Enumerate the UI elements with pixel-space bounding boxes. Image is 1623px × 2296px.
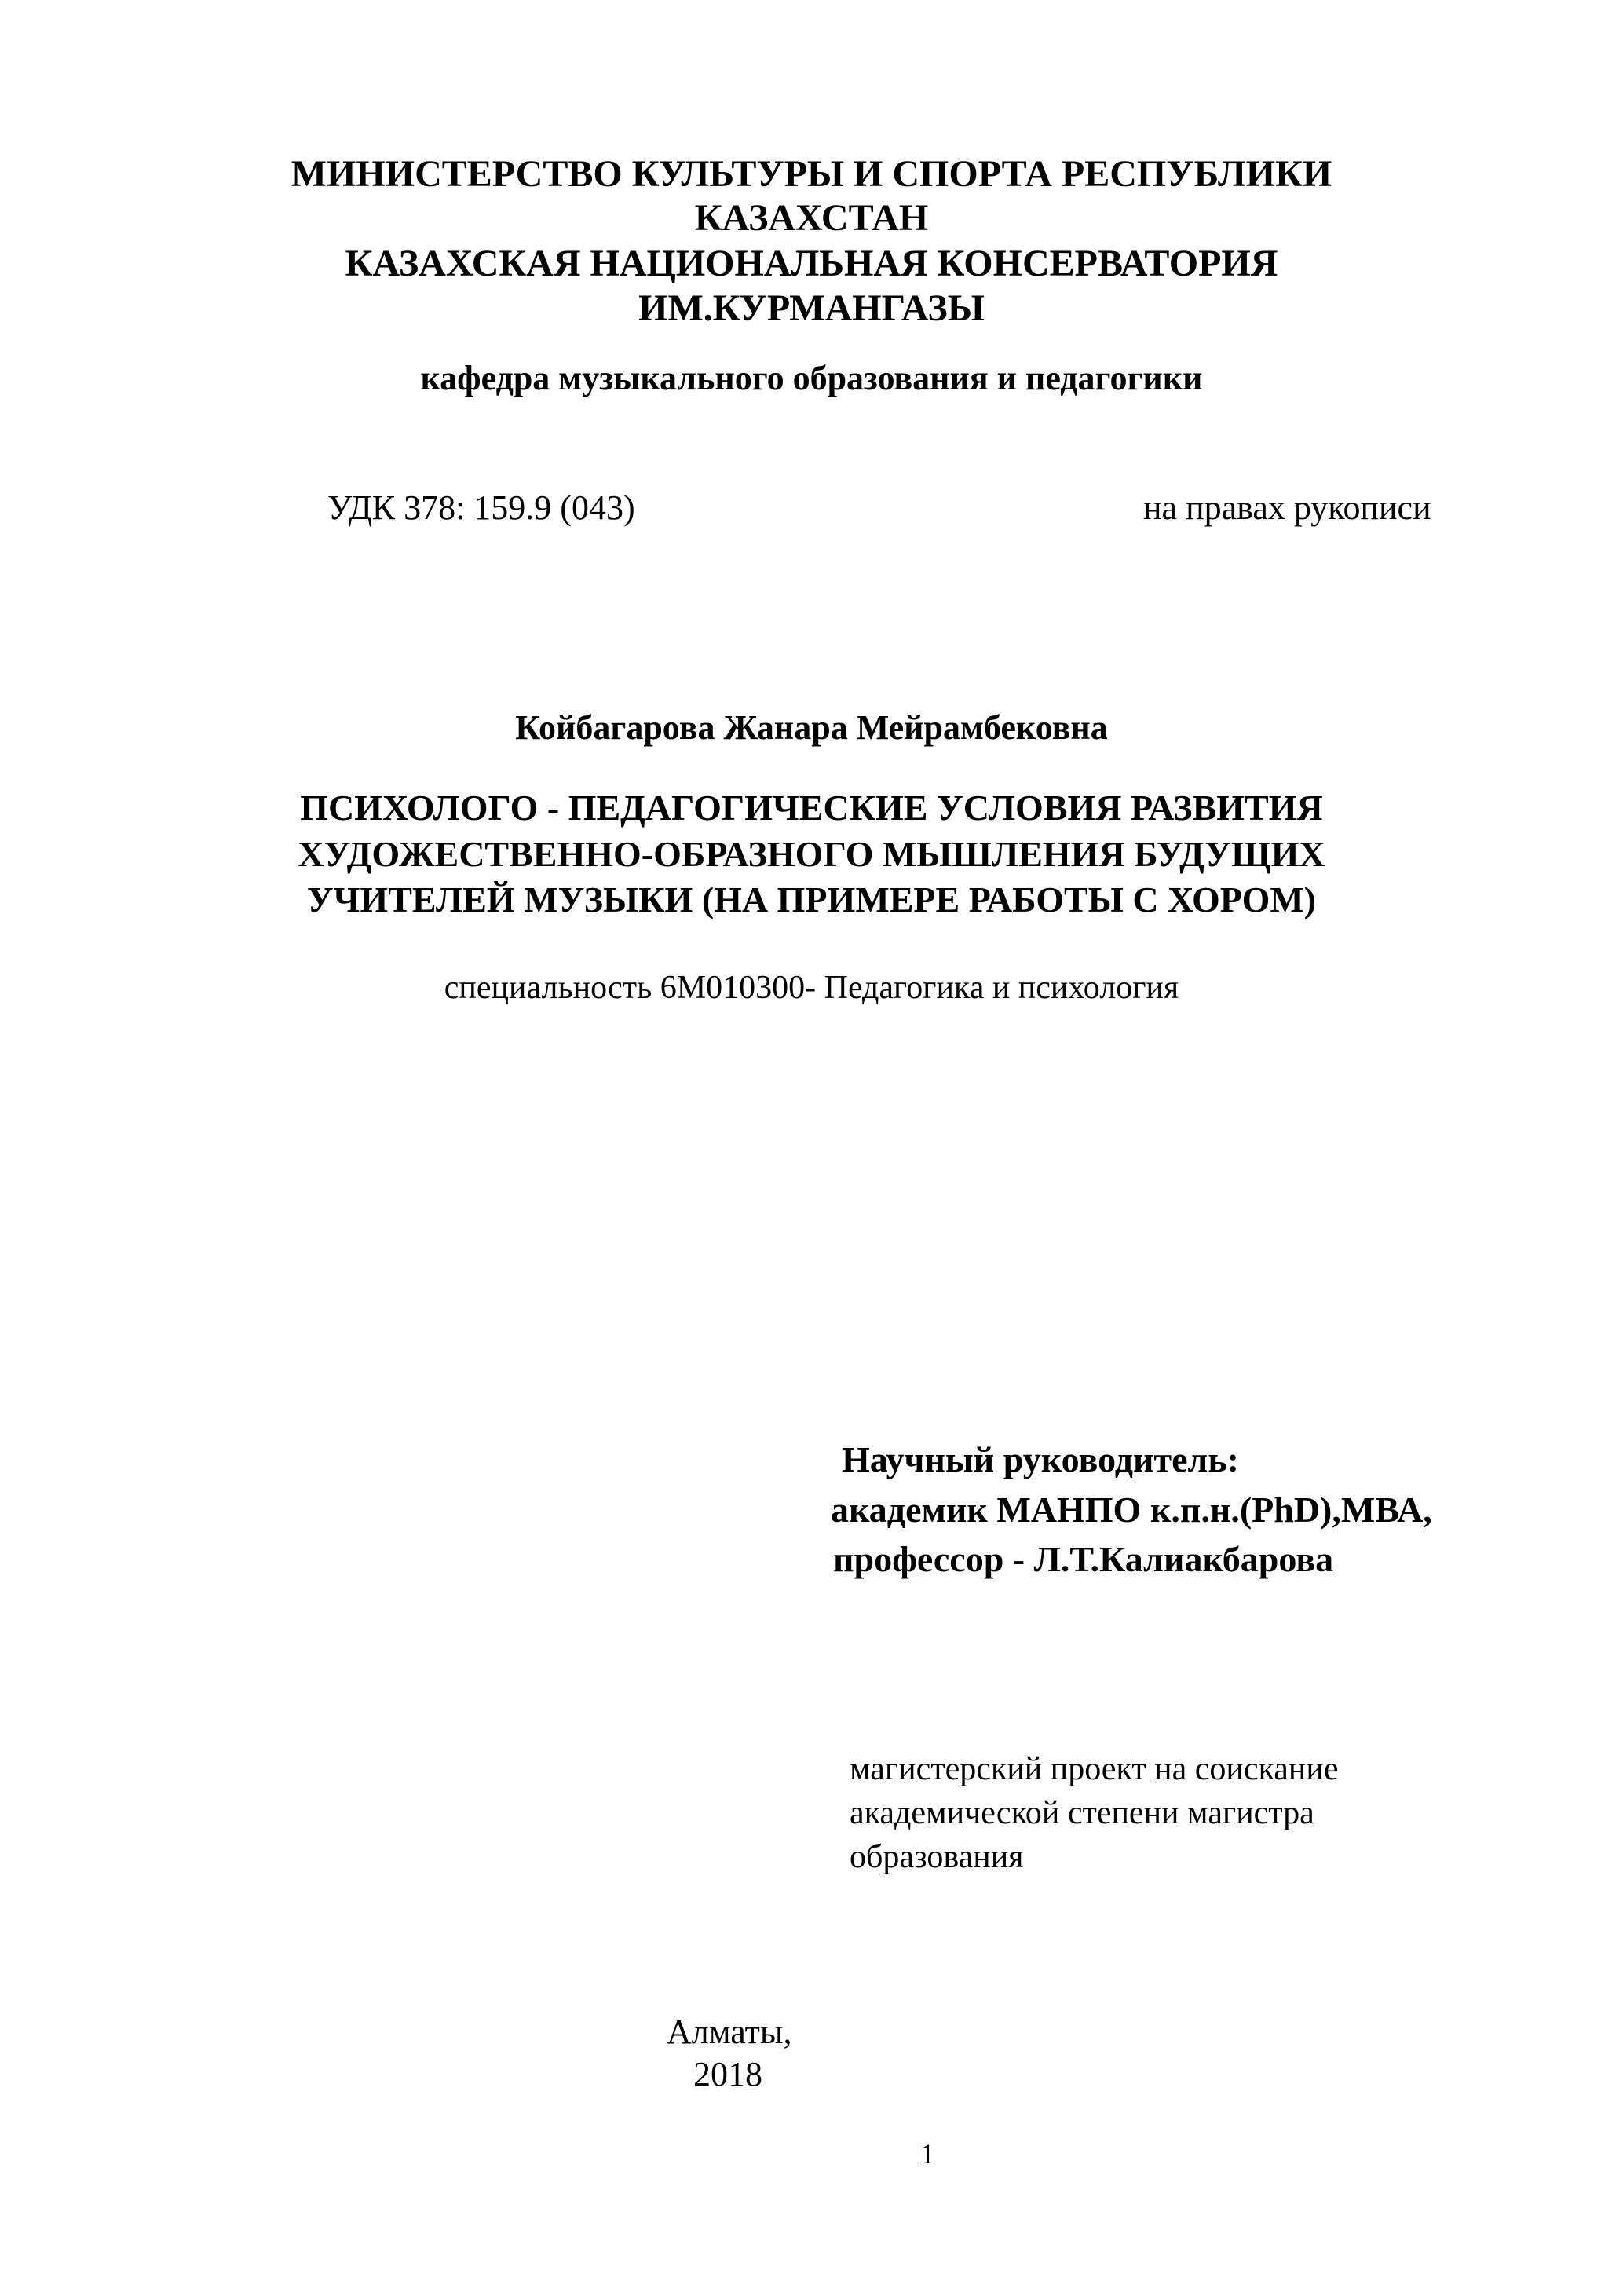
specialty-line: специальность 6М010300- Педагогика и психология [444, 970, 1179, 1006]
project-description-line: академической степени магистра [850, 1795, 1314, 1831]
institution-heading: КАЗАХСКАЯ НАЦИОНАЛЬНАЯ КОНСЕРВАТОРИЯ [345, 243, 1278, 284]
udk-code: УДК 378: 159.9 (043) [327, 488, 635, 527]
manuscript-note: на правах рукописи [1143, 488, 1431, 527]
ministry-heading: МИНИСТЕРСТВО КУЛЬТУРЫ И СПОРТА РЕСПУБЛИКИ [291, 153, 1332, 195]
year: 2018 [693, 2055, 762, 2093]
supervisor-credentials: академик МАНПО к.п.н.(PhD),МВА, [831, 1490, 1432, 1530]
author-name: Койбагарова Жанара Мейрамбековна [515, 708, 1108, 747]
country-heading: КАЗАХСТАН [694, 197, 929, 239]
thesis-title-line: УЧИТЕЛЕЙ МУЗЫКИ (НА ПРИМЕРЕ РАБОТЫ С ХОРОМ) [306, 879, 1317, 919]
institution-named-heading: ИМ.КУРМАНГАЗЫ [638, 287, 985, 329]
project-description-line: магистерский проект на соискание [850, 1751, 1339, 1787]
supervisor-label: Научный руководитель: [842, 1439, 1239, 1479]
thesis-title-line: ПСИХОЛОГО - ПЕДАГОГИЧЕСКИЕ УСЛОВИЯ РАЗВИТИЯ [300, 788, 1323, 828]
supervisor-name: профессор - Л.Т.Калиакбарова [833, 1539, 1334, 1579]
department-heading: кафедра музыкального образования и педагогики [420, 359, 1203, 397]
city: Алматы, [667, 2013, 792, 2051]
thesis-title-line: ХУДОЖЕСТВЕННО-ОБРАЗНОГО МЫШЛЕНИЯ БУДУЩИХ [298, 834, 1325, 874]
project-description-line: образования [850, 1839, 1024, 1875]
page-number: 1 [920, 2138, 934, 2170]
